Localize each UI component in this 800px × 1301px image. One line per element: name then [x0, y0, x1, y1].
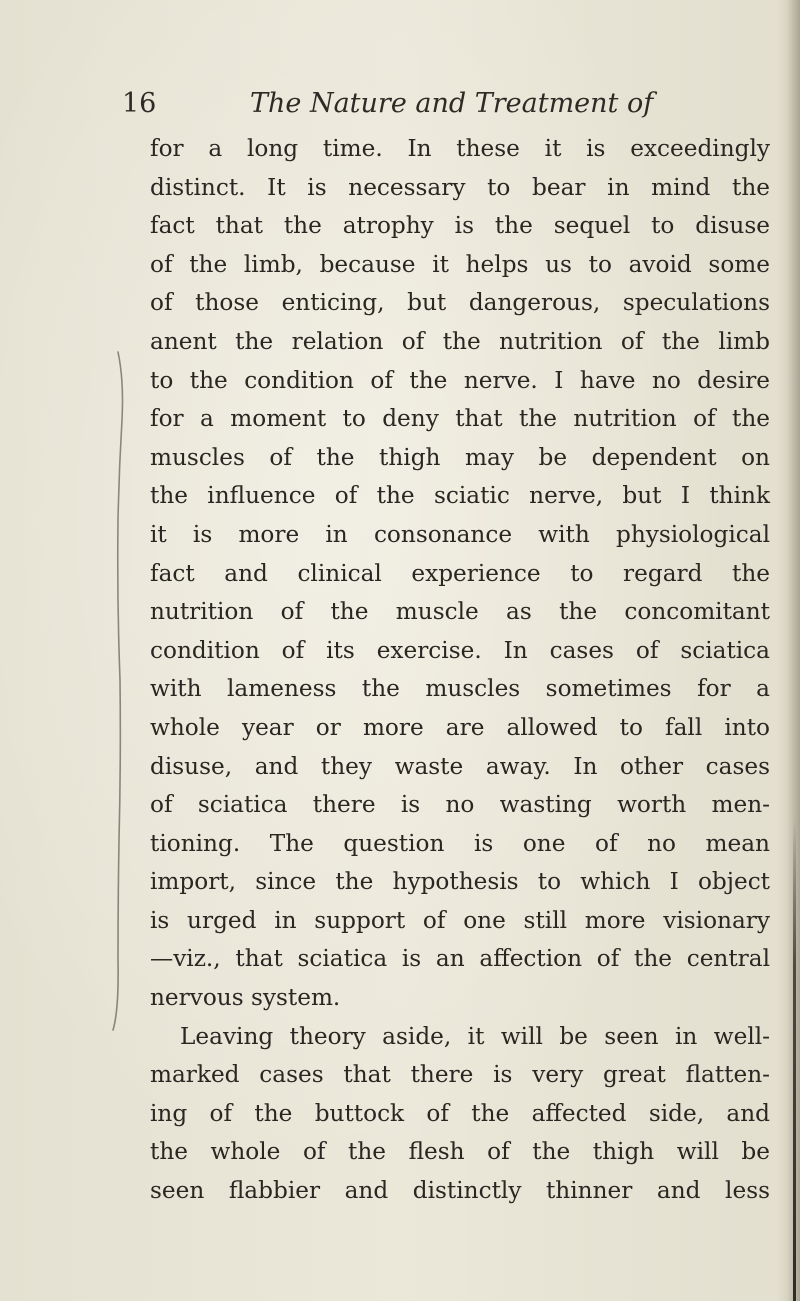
page-edge-shadow	[778, 0, 800, 1301]
text-line: of those enticing, but dangerous, speculations	[150, 289, 770, 317]
text-line: —viz., that sciatica is an affection of the central	[150, 945, 770, 973]
text-line: muscles of the thigh may be dependent on	[150, 443, 770, 471]
text-line: seen flabbier and distinctly thinner and less	[150, 1177, 770, 1205]
text-line: the influence of the sciatic nerve, but I think	[150, 482, 770, 510]
text-line: the whole of the flesh of the thigh will be	[150, 1138, 770, 1166]
text-line: fact that the atrophy is the sequel to disuse	[150, 212, 770, 240]
body-text	[150, 130, 770, 1211]
running-title: The Nature and Treatment of	[250, 88, 654, 119]
text-line: of sciatica there is no wasting worth men-	[150, 791, 770, 819]
text-line-paragraph-start: Leaving theory aside, it will be seen in well-	[180, 1022, 770, 1050]
text-line: to the condition of the nerve. I have no desire	[150, 366, 770, 394]
text-line: it is more in consonance with physiological	[150, 520, 770, 548]
text-line: is urged in support of one still more visionary	[150, 906, 770, 934]
text-line: for a long time. In these it is exceedingly	[150, 135, 770, 162]
text-line: of the limb, because it helps us to avoid some	[150, 250, 770, 278]
text-line-paragraph-end: nervous system.	[150, 984, 341, 1012]
text-line: fact and clinical experience to regard the	[150, 559, 770, 587]
text-line: tioning. The question is one of no mean	[150, 829, 770, 857]
text-line: nutrition of the muscle as the concomitant	[150, 598, 770, 626]
pencil-margin-mark	[0, 0, 150, 1301]
running-header	[122, 88, 682, 128]
text-line: distinct. It is necessary to bear in mind the	[150, 173, 770, 201]
text-line: for a moment to deny that the nutrition of the	[150, 405, 770, 433]
text-line: import, since the hypothesis to which I object	[150, 868, 770, 896]
text-line: disuse, and they waste away. In other cases	[150, 752, 770, 780]
text-line: with lameness the muscles sometimes for a	[150, 675, 770, 703]
page-edge-line	[793, 820, 796, 1301]
text-line: marked cases that there is very great flatten-	[150, 1061, 770, 1089]
text-line: anent the relation of the nutrition of the limb	[150, 327, 770, 355]
text-line: ing of the buttock of the affected side, and	[150, 1099, 770, 1127]
text-line: whole year or more are allowed to fall into	[150, 713, 770, 741]
page-number: 16	[122, 88, 157, 119]
text-line: condition of its exercise. In cases of sciatica	[150, 636, 770, 664]
